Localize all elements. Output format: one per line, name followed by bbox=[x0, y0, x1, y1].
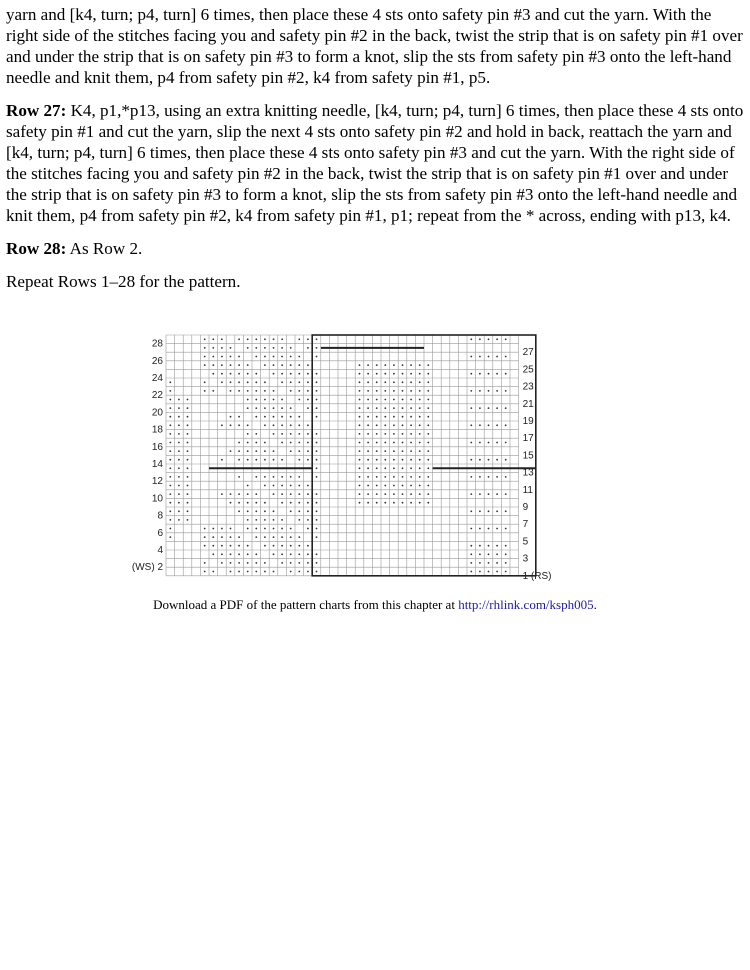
right-row-label: 27 bbox=[522, 347, 534, 359]
right-row-label: 5 bbox=[522, 536, 529, 548]
stitch-chart-svg bbox=[126, 333, 626, 585]
chart-caption bbox=[0, 597, 750, 613]
right-row-label: 21 bbox=[522, 398, 534, 410]
page-content bbox=[6, 4, 744, 304]
right-row-label: 15 bbox=[522, 450, 534, 462]
left-row-label: 4 bbox=[157, 545, 163, 556]
left-row-label: 12 bbox=[151, 476, 163, 488]
right-row-label: 11 bbox=[522, 484, 533, 496]
pdf-download-link[interactable]: http://rhlink.com/ksph005 bbox=[458, 597, 594, 612]
stitch-chart bbox=[126, 333, 626, 585]
left-row-label: 24 bbox=[151, 373, 163, 384]
left-row-label: 20 bbox=[151, 407, 163, 419]
right-row-label: 19 bbox=[522, 416, 534, 427]
left-row-label: 10 bbox=[151, 493, 163, 505]
left-row-label: (WS) 2 bbox=[131, 562, 163, 574]
left-row-label: 6 bbox=[157, 527, 163, 539]
paragraph-repeat: Repeat Rows 1–28 for the pattern. bbox=[6, 272, 241, 291]
right-row-label: 23 bbox=[522, 381, 534, 393]
right-row-label: 25 bbox=[522, 364, 534, 376]
left-row-label: 22 bbox=[151, 390, 163, 402]
paragraph-row26-continued: yarn and [k4, turn; p4, turn] 6 times, then place these 4 sts onto safety pin #3 and cut the yarn. With the right side of the stitches facing you and safety pin #2 in the back, twist the strip that is on safety pin #1 over and under the strip that is on safety pin #3 to form a knot, slip the sts from safety pin #3 onto the left-hand needle and knit them, p4 from safety pin #2, k4 from safety pin #1, p5. bbox=[6, 5, 743, 87]
row28-text: As Row 2. bbox=[66, 239, 143, 258]
left-row-label: 18 bbox=[151, 424, 163, 436]
row27-label: Row 27: bbox=[6, 101, 67, 120]
caption-text: Download a PDF of the pattern charts from this chapter at bbox=[153, 597, 459, 612]
left-row-label: 14 bbox=[151, 459, 163, 470]
right-row-label: 9 bbox=[522, 502, 529, 513]
row27-text: K4, p1,*p13, using an extra knitting needle, [k4, turn; p4, turn] 6 times, then place these 4 sts onto safety pin #1 and cut the yarn, slip the next 4 sts onto safety pin #2 and hold in back, reattach the yarn and [k4, turn; p4, turn] 6 times, then place these 4 sts onto safety pin #3 and cut the yarn. With the right side of the stitches facing you and safety pin #2 in the back, twist the strip that is on safety pin #1 over and under the strip that is on safety pin #3 to form a knot, slip the sts from safety pin #3 onto the left-hand needle and knit them, p4 from safety pin #2, k4 from safety pin #1, p1; repeat from the * across, ending with p13, k4. bbox=[6, 101, 744, 225]
right-row-label: 17 bbox=[522, 433, 534, 445]
row28-label: Row 28: bbox=[6, 239, 67, 258]
left-row-label: 28 bbox=[151, 338, 163, 350]
caption-end: . bbox=[593, 597, 597, 612]
left-row-label: 8 bbox=[157, 510, 163, 522]
paragraph-row28 bbox=[6, 238, 744, 259]
right-row-label: 7 bbox=[522, 519, 529, 531]
left-row-label: 26 bbox=[151, 355, 163, 367]
left-row-label: 16 bbox=[151, 441, 163, 453]
right-row-label: 3 bbox=[522, 553, 529, 565]
right-row-label: 1 (RS) bbox=[522, 570, 552, 582]
paragraph-row27 bbox=[6, 100, 744, 226]
right-row-label: 13 bbox=[522, 467, 534, 479]
